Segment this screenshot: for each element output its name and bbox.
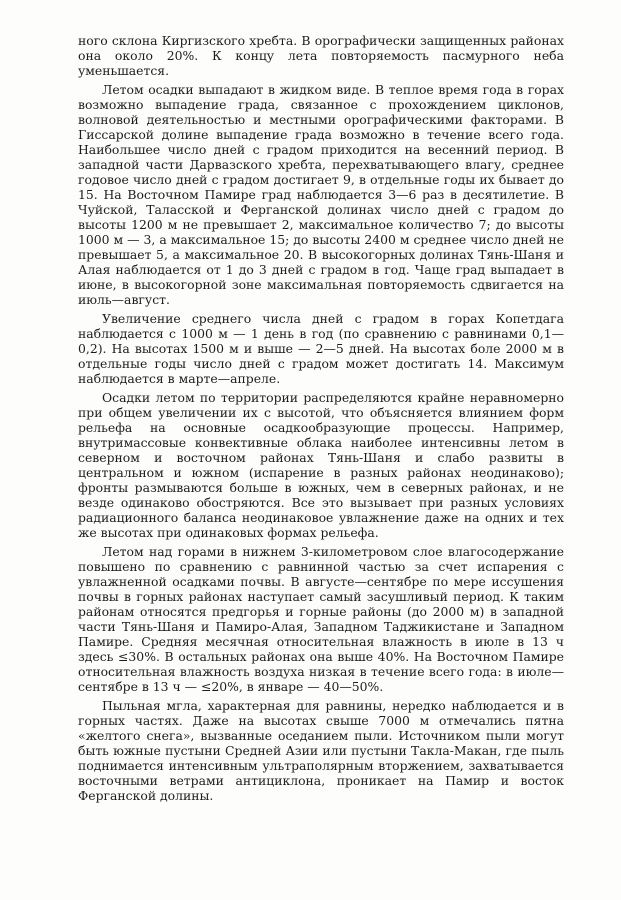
paragraph-humidity: Летом над горами в нижнем 3-километровом слое влагосодержание повышено по сравнению с равнинной частью за счет испарения с увлажненной осадками почвы. В августе—сентябре по мере иссушения почвы в горных районах наступает самый засушливый период. К таким районам относятся предгорья и горные районы (до 2000 м) в западной части Тянь-Шаня и Памиро-Алая, Западном Таджикистане и Западном Памире. Средняя месячная относительная влажность в июле в 13 ч здесь ≤30%. В остальных районах она выше 40%. На Восточном Памире относительная влажность воздуха низкая в течение всего года: в июле—сентябре в 13 ч — ≤20%, в январе — 40—50%. (78, 544, 564, 694)
paragraph-continuation: ного склона Киргизского хребта. В орографически защищенных районах она около 20%. К концу лета повторяемость пасмурного неба уменьшается. (78, 33, 564, 78)
paragraph-dust-haze: Пыльная мгла, характерная для равнины, нередко наблюдается и в горных частях. Даже на высотах свыше 7000 м отмечались пятна «желтого снега», вызванные оседанием пыли. Источником пыли могут быть южные пустыни Средней Азии или пустыни Такла-Макан, где пыль поднимается интенсивным ультраполярным вторжением, захватывается восточными ветрами антициклона, проникает на Памир и восток Ферганской долины. (78, 698, 564, 803)
paragraph-summer-precipitation: Осадки летом по территории распределяются крайне неравномерно при общем увеличении их с высотой, что объясняется влиянием форм рельефа на основные осадкообразующие процессы. Например, внутримассовые конвективные облака наиболее интенсивны летом в северном и восточном районах Тянь-Шаня и слабо развиты в центральном и южном (испарение в разных районах неодинаково); фронты размываются больше в южных, чем в северных районах, и не везде одинаково обостряются. Все это вызывает при разных условиях радиационного баланса неодинаковое увлажнение даже на одних и тех же высотах при одинаковых формах рельефа. (78, 390, 564, 540)
paragraph-kopetdag: Увеличение среднего числа дней с градом в горах Копетдага наблюдается с 1000 м — 1 день в год (по сравнению с равнинами 0,1—0,2). На высотах 1500 м и выше — 2—5 дней. На высотах боле 2000 м в отдельные годы число дней с градом может достигать 14. Максимум наблюдается в марте—апреле. (78, 311, 564, 386)
page-text (78, 33, 564, 807)
paragraph-hail: Летом осадки выпадают в жидком виде. В теплое время года в горах возможно выпадение града, связанное с прохождением циклонов, волновой деятельностью и местными орографическими факторами. В Гиссарской долине выпадение града возможно в течение всего года. Наибольшее число дней с градом приходится на весенний период. В западной части Дарвазского хребта, перехватывающего влагу, среднее годовое число дней с градом достигает 9, в отдельные годы их бывает до 15. На Восточном Памире град наблюдается 3—6 раз в десятилетие. В Чуйской, Таласской и Ферганской долинах число дней с градом до высоты 1200 м не превышает 2, максимальное количество 7; до высоты 1000 м — 3, а максимальное 15; до высоты 2400 м среднее число дней не превышает 5, а максимальное 20. В высокогорных долинах Тянь-Шаня и Алая наблюдается от 1 до 3 дней с градом в год. Чаще град выпадает в июне, в высокогорной зоне максимальная повторяемость сдвигается на июль—август. (78, 82, 564, 307)
